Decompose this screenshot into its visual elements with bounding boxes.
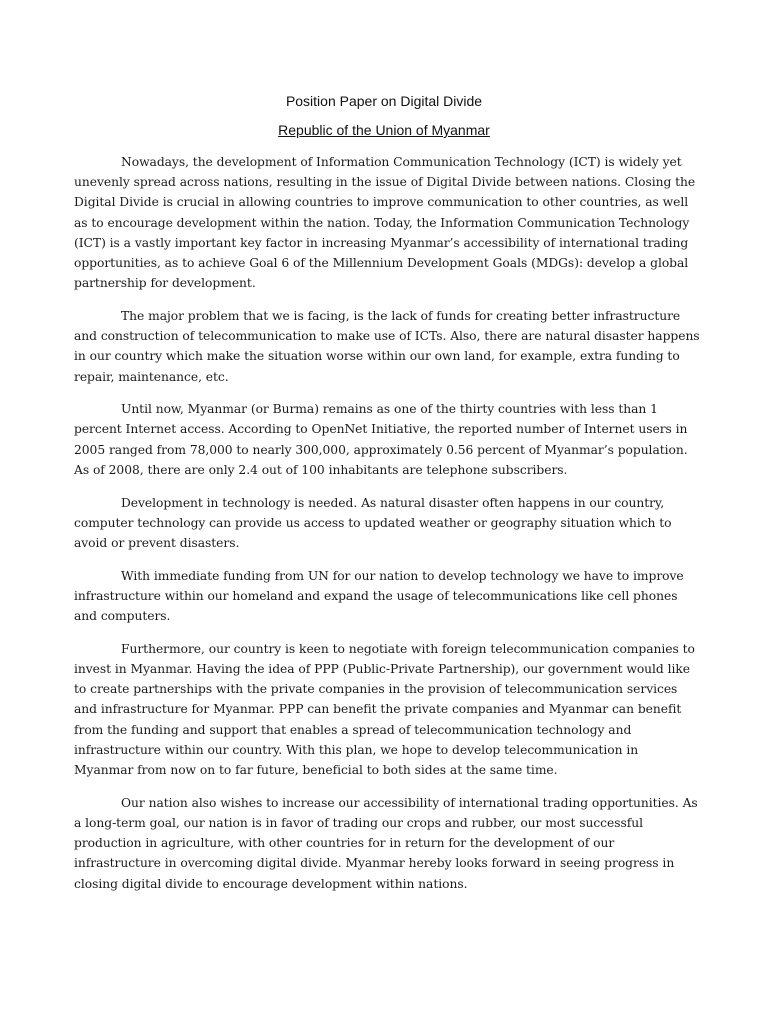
paragraph-internet-access: Until now, Myanmar (or Burma) remains as one of the thirty countries with less than 1 percent Internet access. According to OpenNet Initiative, the reported number of Internet users in 2005 ranged from 78,000 to nearly 300,000, approximately 0.56 percent of Myanmar’s population. As of 2008, there are only 2.4 out of 100 inhabitants are telephone subscribers. (74, 402, 688, 477)
paragraph-trade: Our nation also wishes to increase our accessibility of international trading opportunities. As a long-term goal, our nation is in favor of trading our crops and rubber, our most successful production in agriculture, with other countries for in return for the development of our infrastructure in overcoming digital divide. Myanmar hereby looks forward in seeing progress in closing digital divide to encourage development within nations. (74, 795, 698, 891)
paragraph-un-funding: With immediate funding from UN for our nation to develop technology we have to improve infrastructure within our homeland and expand the usage of telecommunications like cell phones and computers. (74, 568, 684, 624)
document-title: Position Paper on Digital Divide (285, 93, 483, 109)
paragraph-ppp: Furthermore, our country is keen to negotiate with foreign telecommunication companies to invest in Myanmar. Having the idea of PPP (Public-Private Partnership), our government would like to create partnerships with the private companies in the provision of telecommunication services and infrastructure for Myanmar. PPP can benefit the private companies and Myanmar can benefit from the funding and support that enables a spread of telecommunication technology and infrastructure within our country. With this plan, we hope to develop telecommunication in Myanmar from now on to far future, beneficial to both sides at the same time. (74, 641, 695, 777)
paragraph-problem: The major problem that we is facing, is the lack of funds for creating better infrastructure and construction of telecommunication to make use of ICTs. Also, there are natural disaster happens in our country which make the situation worse within our own land, for example, extra funding to repair, maintenance, etc. (74, 308, 700, 384)
document-body (74, 152, 700, 906)
paragraph-technology-need: Development in technology is needed. As natural disaster often happens in our country, computer technology can provide us access to updated weather or geography situation which to avoid or prevent disasters. (74, 495, 672, 550)
paragraph-intro: Nowadays, the development of Information Communication Technology (ICT) is widely yet unevenly spread across nations, resulting in the issue of Digital Divide between nations. Closing the Digital Divide is crucial in allowing countries to improve communication to other countries, as well as to encourage development within the nation. Today, the Information Communication Technology (ICT) is a vastly important key factor in increasing Myanmar’s accessibility of international trading opportunities, as to achieve Goal 6 of the Millennium Development Goals (MDGs): develop a global partnership for development. (74, 155, 696, 291)
document-subtitle: Republic of the Union of Myanmar (278, 122, 490, 138)
